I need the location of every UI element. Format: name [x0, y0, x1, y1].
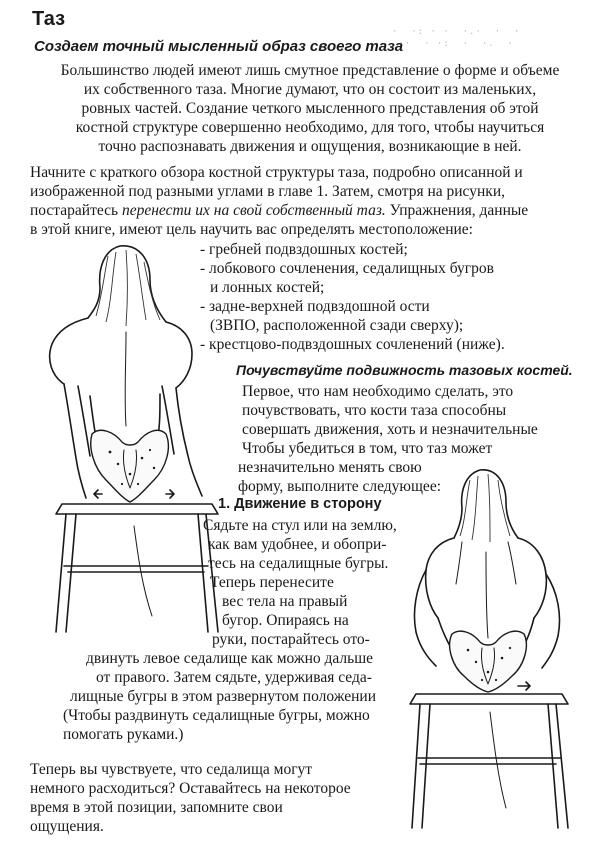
right-figure-illustration [402, 462, 580, 832]
scan-noise: · ·: · · ·.· · · ·· · ·: · ·. · [392, 27, 521, 49]
exercise-line-5: вес тела на правый [222, 593, 348, 610]
para2-line-1: Начните с краткого обзора костной структуры таза, подробно описанной и [30, 164, 523, 181]
final-line-3: время в этой позиции, запомните свои [30, 799, 283, 816]
para3-line-5: незначительно менять свою [238, 459, 422, 476]
para1-line-1: Большинство людей имеют лишь смутное представление о форме и объеме [60, 62, 560, 79]
exercise-line-1: Сядьте на стул или на землю, [203, 517, 397, 534]
para1-line-3: ровных частей. Создание четкого мысленного представления об этой [81, 100, 539, 117]
para2-line-3 [30, 201, 528, 220]
exercise-line-10: лищные бугры в этом развернутом положении [70, 688, 376, 705]
para2-line-4: в этой книге, имеют цель научить вас определять местоположение: [30, 221, 473, 238]
bullet-2-cont: и лонных костей; [210, 279, 325, 296]
para2-line-3-italic: перенести их на свой собственный таз. [121, 202, 386, 219]
exercise-line-6: бугор. Опираясь на [222, 612, 349, 629]
para3-line-3: совершать движения, хоть и незначительные [242, 421, 538, 438]
final-line-1: Теперь вы чувствуете, что седалища могут [30, 761, 313, 778]
para1-line-4: костной структуре совершенно необходимо, для того, чтобы научиться [75, 119, 545, 136]
para3-line-4: Чтобы убедиться в том, что таз может [242, 440, 493, 457]
exercise-heading: 1. Движение в сторону [218, 496, 382, 512]
final-line-2: немного расходиться? Оставайтесь на некоторое [30, 780, 351, 797]
section-heading: Создаем точный мысленный образ своего таза [34, 38, 404, 55]
para3-line-6: форму, выполните следующее: [238, 478, 441, 495]
final-line-4: ощущения. [30, 818, 104, 835]
bullet-3: - задне-верхней подвздошной ости [200, 298, 430, 315]
bullet-4: - крестцово-подвздошных сочленений (ниже). [200, 336, 505, 353]
left-figure-illustration [42, 236, 224, 636]
exercise-line-2: как вам удобнее, и обопри- [208, 536, 387, 553]
para3-line-2: почувствовать, что кости таза способны [242, 402, 507, 419]
para1-line-2: их собственного таза. Многие думают, что он состоит из маленьких, [83, 81, 537, 98]
para1-line-5: точно распознавать движения и ощущения, возникающие в ней. [98, 138, 522, 155]
exercise-line-4: Теперь перенесите [210, 574, 334, 591]
exercise-line-3: тесь на седалищные бугры. [208, 555, 389, 572]
exercise-line-8: двинуть левое седалище как можно дальше [86, 650, 374, 667]
para2-line-2: изображенной под разными углами в главе 1. Затем, смотря на рисунки, [30, 183, 505, 200]
bullet-1: - гребней подвздошных костей; [200, 241, 408, 258]
para2-line-3-end: Упражнения, данные [385, 202, 529, 219]
exercise-line-11: (Чтобы раздвинуть седалищные бугры, можно [63, 707, 370, 724]
mobility-heading: Почувствуйте подвижность тазовых костей. [236, 362, 573, 378]
exercise-line-9: от правого. Затем сядьте, удерживая седа- [96, 669, 372, 686]
bullet-2: - лобкового сочленения, седалищных бугров [200, 260, 494, 277]
exercise-line-7: руки, постарайтесь ото- [212, 631, 370, 648]
para3-line-1: Первое, что нам необходимо сделать, это [242, 383, 514, 400]
page-title: Таз [32, 8, 66, 30]
para2-line-3-start: постарайтесь [30, 202, 122, 219]
bullet-3-cont: (ЗВПО, расположенной сзади сверху); [210, 317, 464, 334]
exercise-line-12: помогать руками.) [63, 726, 184, 743]
